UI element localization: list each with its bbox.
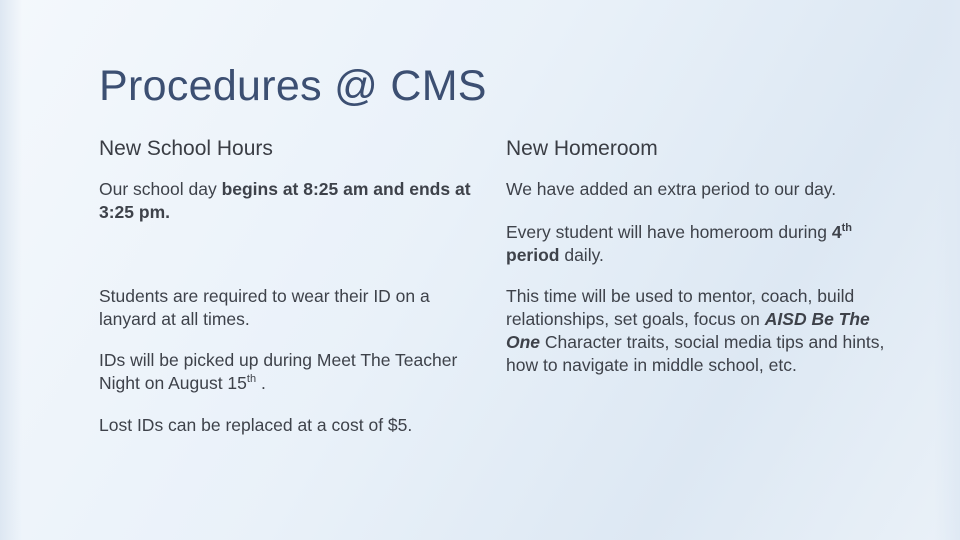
be-the-one-text: AISD Be The One [506, 309, 870, 352]
id-pickup-paragraph [99, 349, 479, 395]
homeroom-period-number: 4 [831, 222, 842, 242]
slide-title: Procedures @ CMS [99, 62, 487, 110]
homeroom-daily-text: daily. [559, 245, 604, 265]
right-edge-shade [934, 0, 960, 540]
homeroom-period-paragraph [506, 221, 886, 267]
lost-id-paragraph: Lost IDs can be replaced at a cost of $5. [99, 415, 413, 435]
left-edge-shade [0, 0, 22, 540]
homeroom-purpose-rest: Character traits, social media tips and hints, how to navigate in middle school, etc. [506, 332, 885, 375]
homeroom-period-superscript: th [841, 222, 852, 235]
school-hours-text: Our school day [99, 179, 222, 199]
homeroom-heading: New Homeroom [506, 137, 658, 160]
id-requirement-paragraph: Students are required to wear their ID on a lanyard at all times. [99, 286, 430, 329]
school-hours-heading: New School Hours [99, 137, 273, 160]
homeroom-period-word: period [506, 245, 560, 265]
id-pickup-superscript: th [246, 373, 257, 386]
id-pickup-period: . [260, 373, 266, 393]
extra-period-paragraph: We have added an extra period to our day. [506, 179, 837, 199]
id-pickup-text: IDs will be picked up during Meet The Teacher Night on August 15 [99, 350, 458, 393]
school-hours-paragraph [99, 178, 479, 224]
homeroom-purpose-paragraph [506, 285, 886, 377]
homeroom-period-text: Every student will have homeroom during [506, 222, 832, 242]
homeroom-purpose-text: This time will be used to mentor, coach, build relationships, set goals, focus on [506, 286, 855, 329]
school-hours-times: begins at 8:25 am and ends at 3:25 pm. [99, 179, 471, 222]
